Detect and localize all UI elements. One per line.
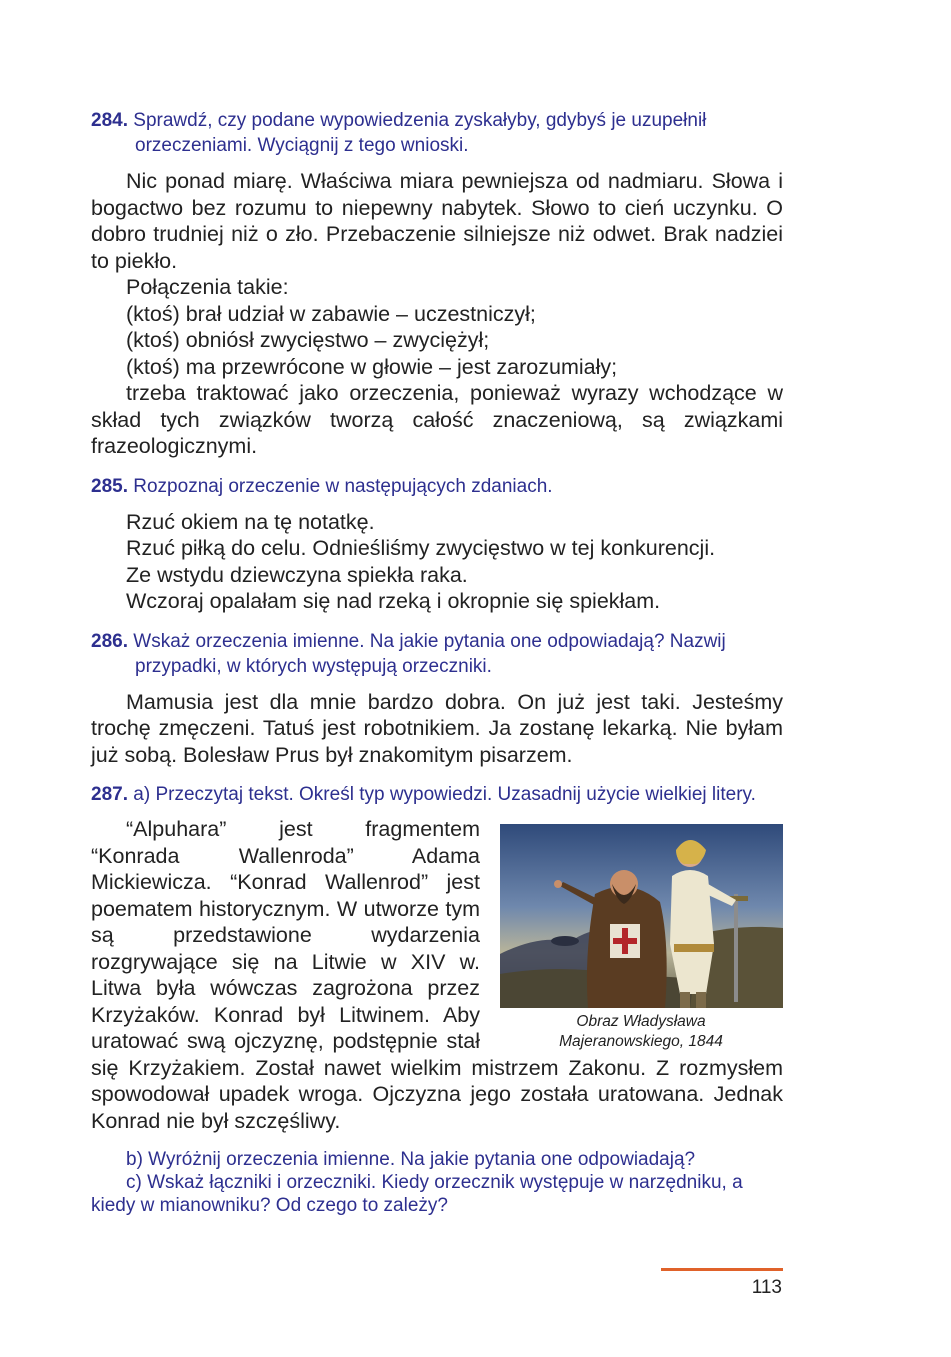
caption-line-2: Majeranowskiego, 1844 bbox=[559, 1033, 723, 1050]
footer-accent-rule bbox=[661, 1268, 783, 1271]
task-285-line-3: Ze wstydu dziewczyna spiekła raka. bbox=[126, 562, 468, 587]
task-286-paragraph: Mamusia jest dla mnie bardzo dobra. On już jest taki. Jesteśmy trochę zmęczeni. Tatuś jest robotnikiem. Ja zostanę lekarką. Nie byłam już sobą. Bolesław Prus był znakomitym pisarzem. bbox=[91, 689, 783, 767]
task-284-line-3: (ktoś) obniósł zwycięstwo – zwyciężył; bbox=[126, 328, 490, 352]
task-287-instruction bbox=[91, 782, 783, 807]
task-text: Wskaż orzeczenia imienne. Na jakie pytania one odpowiadają? Nazwij przypadki, w których występują orzeczniki. bbox=[133, 630, 726, 677]
caption-line-1: Obraz Władysława bbox=[576, 1013, 706, 1030]
task-284-line-1: Połączenia takie: bbox=[126, 275, 289, 299]
task-285-line-4: Wczoraj opalałam się nad rzeką i okropnie się spiekłam. bbox=[126, 589, 661, 613]
task-text: a) Przeczytaj tekst. Określ typ wypowiedzi. Uzasadnij użycie wielkiej litery. bbox=[133, 784, 756, 805]
task-285-instruction bbox=[91, 474, 783, 499]
task-287-sub-c: c) Wskaż łączniki i orzeczniki. Kiedy orzecznik występuje w narzędniku, a kiedy w mianowniku? Od czego to zależy? bbox=[91, 1172, 743, 1216]
task-285-line-2: Rzuć piłką do celu. Odnieśliśmy zwycięstwo w tej konkurencji. bbox=[126, 536, 716, 560]
painting-image bbox=[500, 824, 783, 1008]
task-285-line-1: Rzuć okiem na tę notatkę. bbox=[126, 509, 375, 534]
task-number: 285. bbox=[91, 475, 128, 497]
task-284-paragraph: Nic ponad miarę. Właściwa miara pewniejsza od nadmiaru. Słowa i bogactwo bez rozumu to niepewny nabytek. Słowo to cień uczynku. O dobro trudniej niż o zło. Przebaczenie silniejsze niż odwet. Brak nadziei to piekło. bbox=[91, 169, 783, 273]
task-text: Rozpoznaj orzeczenie w następujących zdaniach. bbox=[133, 475, 553, 497]
task-number: 287. bbox=[91, 784, 128, 805]
task-284-line-2: (ktoś) brał udział w zabawie – uczestniczył; bbox=[126, 301, 536, 326]
task-number: 286. bbox=[91, 630, 128, 652]
task-number: 284. bbox=[91, 110, 128, 131]
task-287-sub-b: b) Wyróżnij orzeczenia imienne. Na jakie pytania one odpowiadają? bbox=[126, 1149, 696, 1170]
painting-caption bbox=[500, 1012, 786, 1052]
painting-figure bbox=[500, 824, 786, 1052]
task-287-paragraph: “Alpuhara” jest fragmentem “Konrada Wallenroda” Adama Mickiewicza. “Konrad Wallenrod” jest poematem historycznym. W utworze tym są przedstawione wydarzenia rozgrywające się na Litwie w XIV w. Litwa była wówczas zagrożona przez Krzyżaków. Konrad był Litwinem. Aby uratować swą ojczyznę, podstępnie stał się Krzyżakiem. Został nawet wielkim mistrzem Zakonu. Z rozmysłem spowodował upadek wroga. Ojczyzna jego została uratowana. Jednak Konrad nie był szczęśliwy. bbox=[91, 817, 783, 1133]
page-number: 113 bbox=[751, 1277, 782, 1298]
task-text: Sprawdź, czy podane wypowiedzenia zyskałyby, gdybyś je uzupełnił orzeczeniami. Wyciągnij z tego wnioski. bbox=[133, 110, 707, 156]
task-284-conclusion: trzeba traktować jako orzeczenia, ponieważ wyrazy wchodzące w skład tych związków tworzą całość znaczeniową, są związkami frazeologicznymi. bbox=[91, 381, 783, 458]
task-284-instruction bbox=[91, 108, 783, 158]
task-284-line-4: (ktoś) ma przewrócone w głowie – jest zarozumiały; bbox=[126, 354, 618, 379]
page-content bbox=[91, 108, 783, 1217]
task-286-instruction bbox=[91, 629, 783, 679]
